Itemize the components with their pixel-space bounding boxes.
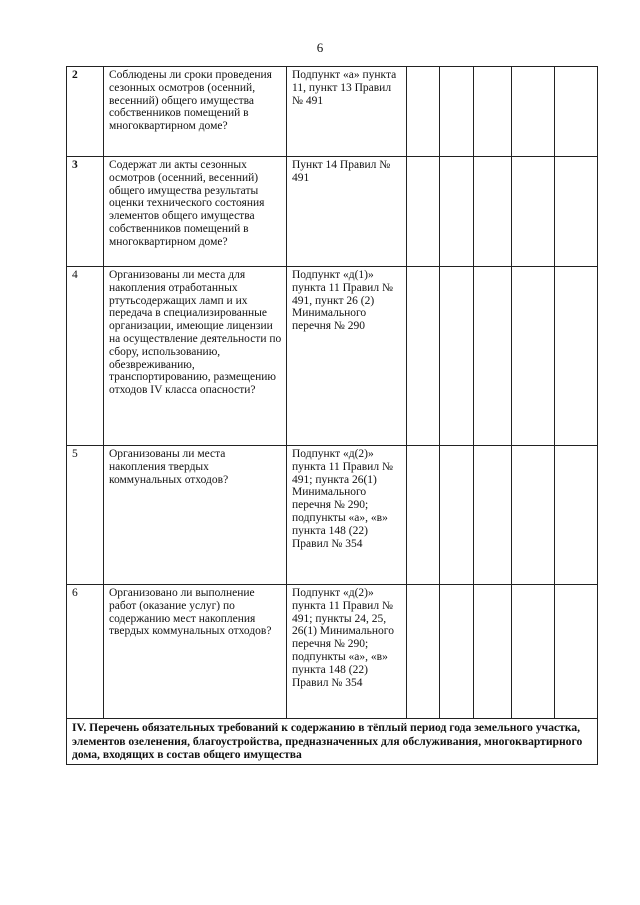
table-row (67, 157, 598, 267)
answer-no-cell[interactable] (440, 267, 474, 446)
table-row (67, 67, 598, 157)
note-cell[interactable] (512, 446, 555, 585)
reference-cell: Пункт 14 Правил № 491 (287, 157, 407, 267)
table-row (67, 446, 598, 585)
row-number-cell (67, 267, 104, 446)
reference-cell: Подпункт «д(2)» пункта 11 Правил № 491; пункты 24, 25, 26(1) Минимального перечня № 290; подпункты «а», «в» пункта 148 (22) Правил № 354 (287, 585, 407, 719)
note-cell[interactable] (512, 267, 555, 446)
row-number: 3 (72, 159, 78, 171)
note-cell[interactable] (512, 67, 555, 157)
question-cell: Организованы ли места для накопления отработанных ртутьсодержащих ламп и их передача в специализированные организации, имеющие лицензии на осуществление деятельности по сбору, использованию, обезвреживанию, транспортированию, размещению отходов IV класса опасности? (104, 267, 287, 446)
table-row (67, 267, 598, 446)
reference-cell: Подпункт «д(1)» пункта 11 Правил № 491, пункт 26 (2) Минимального перечня № 290 (287, 267, 407, 446)
row-number: 5 (72, 448, 78, 460)
reference-cell: Подпункт «а» пункта 11, пункт 13 Правил № 491 (287, 67, 407, 157)
requirements-table (66, 66, 598, 765)
question-cell: Организованы ли места накопления твердых коммунальных отходов? (104, 446, 287, 585)
answer-yes-cell[interactable] (407, 267, 440, 446)
answer-no-cell[interactable] (440, 67, 474, 157)
section-heading: IV. Перечень обязательных требований к содержанию в тёплый период года земельного участка, элементов озеленения, благоустройства, предназначенных для обслуживания, многоквартирного дома, входящих в состав общего имущества (67, 719, 598, 765)
reference-cell: Подпункт «д(2)» пункта 11 Правил № 491; пункта 26(1) Минимального перечня № 290; подпункты «а», «в» пункта 148 (22) Правил № 354 (287, 446, 407, 585)
answer-na-cell[interactable] (474, 267, 512, 446)
extra-cell[interactable] (555, 446, 598, 585)
table-row (67, 585, 598, 719)
row-number-cell (67, 585, 104, 719)
section-heading-row (67, 719, 598, 765)
page-number: 6 (316, 40, 324, 55)
answer-yes-cell[interactable] (407, 67, 440, 157)
answer-yes-cell[interactable] (407, 157, 440, 267)
extra-cell[interactable] (555, 67, 598, 157)
answer-na-cell[interactable] (474, 585, 512, 719)
answer-no-cell[interactable] (440, 446, 474, 585)
row-number: 4 (72, 269, 78, 281)
extra-cell[interactable] (555, 585, 598, 719)
row-number-cell (67, 157, 104, 267)
question-cell: Организовано ли выполнение работ (оказание услуг) по содержанию мест накопления твердых коммунальных отходов? (104, 585, 287, 719)
question-cell: Соблюдены ли сроки проведения сезонных осмотров (осенний, весенний) общего имущества собственников помещений в многоквартирном доме? (104, 67, 287, 157)
answer-yes-cell[interactable] (407, 585, 440, 719)
row-number: 2 (72, 69, 78, 81)
row-number-cell (67, 67, 104, 157)
extra-cell[interactable] (555, 267, 598, 446)
extra-cell[interactable] (555, 157, 598, 267)
question-cell: Содержат ли акты сезонных осмотров (осенний, весенний) общего имущества результаты оценки технического состояния элементов общего имущества собственников помещений в многоквартирном доме? (104, 157, 287, 267)
answer-yes-cell[interactable] (407, 446, 440, 585)
answer-na-cell[interactable] (474, 157, 512, 267)
row-number: 6 (72, 587, 78, 599)
answer-na-cell[interactable] (474, 446, 512, 585)
answer-no-cell[interactable] (440, 585, 474, 719)
note-cell[interactable] (512, 157, 555, 267)
row-number-cell (67, 446, 104, 585)
answer-na-cell[interactable] (474, 67, 512, 157)
note-cell[interactable] (512, 585, 555, 719)
answer-no-cell[interactable] (440, 157, 474, 267)
